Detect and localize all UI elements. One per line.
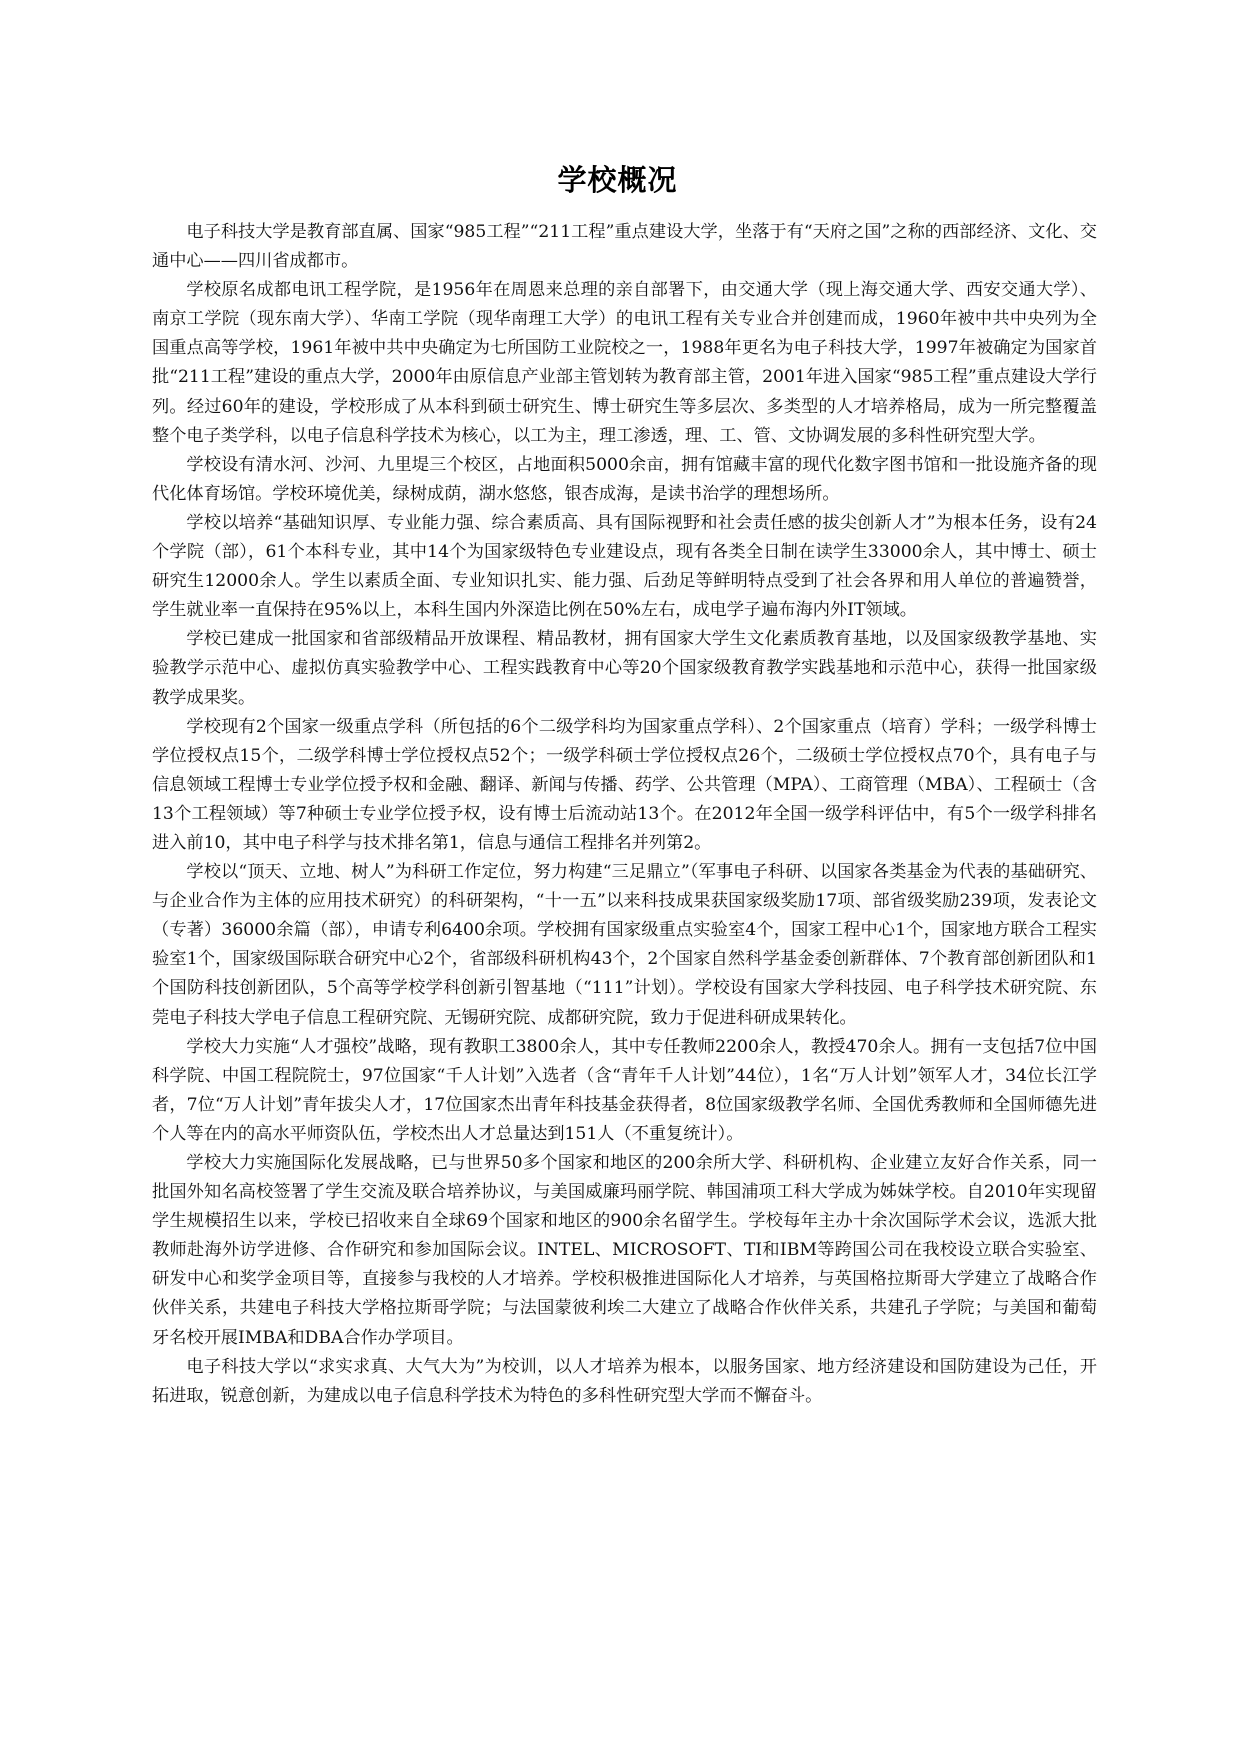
paragraph-faculty: 学校大力实施“人才强校”战略，现有教职工3800余人，其中专任教师2200余人，教授470余人。拥有一支包括7位中国科学院、中国工程院院士，97位国家“千人计划”入选者（含“青年千人计划”44位），1名“万人计划”领军人才，34位长江学者，7位“万人计划”青年拔尖人才，17位国家杰出青年科技基金获得者，8位国家级教学名师、全国优秀教师和全国师德先进个人等在内的高水平师资队伍，学校杰出人才总量达到151人（不重复统计）。: [152, 1036, 1097, 1144]
paragraph-intro: 电子科技大学是教育部直属、国家“985工程”“211工程”重点建设大学，坐落于有“天府之国”之称的西部经济、文化、交通中心——四川省成都市。: [152, 222, 1097, 272]
paragraph-motto: 电子科技大学以“求实求真、大气大为”为校训，以人才培养为根本，以服务国家、地方经济建设和国防建设为己任，开拓进取，锐意创新，为建成以电子信息科学技术为特色的多科性研究型大学而不懈奋斗。: [152, 1356, 1097, 1406]
page-title: 学校概况: [557, 163, 678, 197]
paragraph-disciplines: 学校现有2个国家一级重点学科（所包括的6个二级学科均为国家重点学科）、2个国家重点（培育）学科；一级学科博士学位授权点15个，二级学科博士学位授权点52个；一级学科硕士学位授权点26个，二级硕士学位授权点70个，具有电子与信息领域工程博士专业学位授予权和金融、翻译、新闻与传播、药学、公共管理（MPA）、工商管理（MBA）、工程硕士（含13个工程领域）等7种硕士专业学位授予权，设有博士后流动站13个。在2012年全国一级学科评估中，有5个一级学科排名进入前10，其中电子科学与技术排名第1，信息与通信工程排名并列第2。: [152, 716, 1097, 853]
paragraph-campus: 学校设有清水河、沙河、九里堤三个校区，占地面积5000余亩，拥有馆藏丰富的现代化数字图书馆和一批设施齐备的现代化体育场馆。学校环境优美，绿树成荫，湖水悠悠，银杏成海，是读书治学的理想场所。: [152, 454, 1097, 504]
paragraph-students: 学校以培养“基础知识厚、专业能力强、综合素质高、具有国际视野和社会责任感的拔尖创新人才”为根本任务，设有24个学院（部），61个本科专业，其中14个为国家级特色专业建设点，现有各类全日制在读学生33000余人，其中博士、硕士研究生12000余人。学生以素质全面、专业知识扎实、能力强、后劲足等鲜明特点受到了社会各界和用人单位的普遍赞誉，学生就业率一直保持在95%以上，本科生国内外深造比例在50%左右，成电学子遍布海内外IT领域。: [152, 512, 1097, 621]
paragraph-history: 学校原名成都电讯工程学院，是1956年在周恩来总理的亲自部署下，由交通大学（现上海交通大学、西安交通大学）、南京工学院（现东南大学）、华南工学院（现华南理工大学）的电讯工程有关专业合并创建而成，1960年被中共中央列为全国重点高等学校，1961年被中共中央确定为七所国防工业院校之一，1988年更名为电子科技大学，1997年被确定为国家首批“211工程”建设的重点大学，2000年由原信息产业部主管划转为教育部主管，2001年进入国家“985工程”重点建设大学行列。经过60年的建设，学校形成了从本科到硕士研究生、博士研究生等多层次、多类型的人才培养格局，成为一所完整覆盖整个电子类学科，以电子信息科学技术为核心，以工为主，理工渗透，理、工、管、文协调发展的多科性研究型大学。: [152, 280, 1097, 446]
paragraph-teaching: 学校已建成一批国家和省部级精品开放课程、精品教材，拥有国家大学生文化素质教育基地，以及国家级教学基地、实验教学示范中心、虚拟仿真实验教学中心、工程实践教育中心等20个国家级教育教学实践基地和示范中心，获得一批国家级教学成果奖。: [152, 629, 1097, 708]
document-body: [152, 218, 1097, 1411]
paragraph-international: 学校大力实施国际化发展战略，已与世界50多个国家和地区的200余所大学、科研机构、企业建立友好合作关系，同一批国外知名高校签署了学生交流及联合培养协议，与美国威廉玛丽学院、韩国浦项工科大学成为姊妹学校。自2010年实现留学生规模招生以来，学校已招收来自全球69个国家和地区的900余名留学生。学校每年主办十余次国际学术会议，选派大批教师赴海外访学进修、合作研究和参加国际会议。INTEL、MICROSOFT、TI和IBM等跨国公司在我校设立联合实验室、研发中心和奖学金项目等，直接参与我校的人才培养。学校积极推进国际化人才培养，与英国格拉斯哥大学建立了战略合作伙伴关系，共建电子科技大学格拉斯哥学院；与法国蒙彼利埃二大建立了战略合作伙伴关系，共建孔子学院；与美国和葡萄牙名校开展IMBA和DBA合作办学项目。: [152, 1153, 1097, 1348]
paragraph-research: 学校以“顶天、立地、树人”为科研工作定位，努力构建“三足鼎立”（军事电子科研、以国家各类基金为代表的基础研究、与企业合作为主体的应用技术研究）的科研架构，“十一五”以来科技成果获国家级奖励17项、部省级奖励239项，发表论文（专著）36000余篇（部），申请专利6400余项。学校拥有国家级重点实验室4个，国家工程中心1个，国家地方联合工程实验室1个，国家级国际联合研究中心2个，省部级科研机构43个，2个国家自然科学基金委创新群体、7个教育部创新团队和1个国防科技创新团队，5个高等学校学科创新引智基地（“111”计划）。学校设有国家大学科技园、电子科学技术研究院、东莞电子科技大学电子信息工程研究院、无锡研究院、成都研究院，致力于促进科研成果转化。: [152, 862, 1097, 1028]
